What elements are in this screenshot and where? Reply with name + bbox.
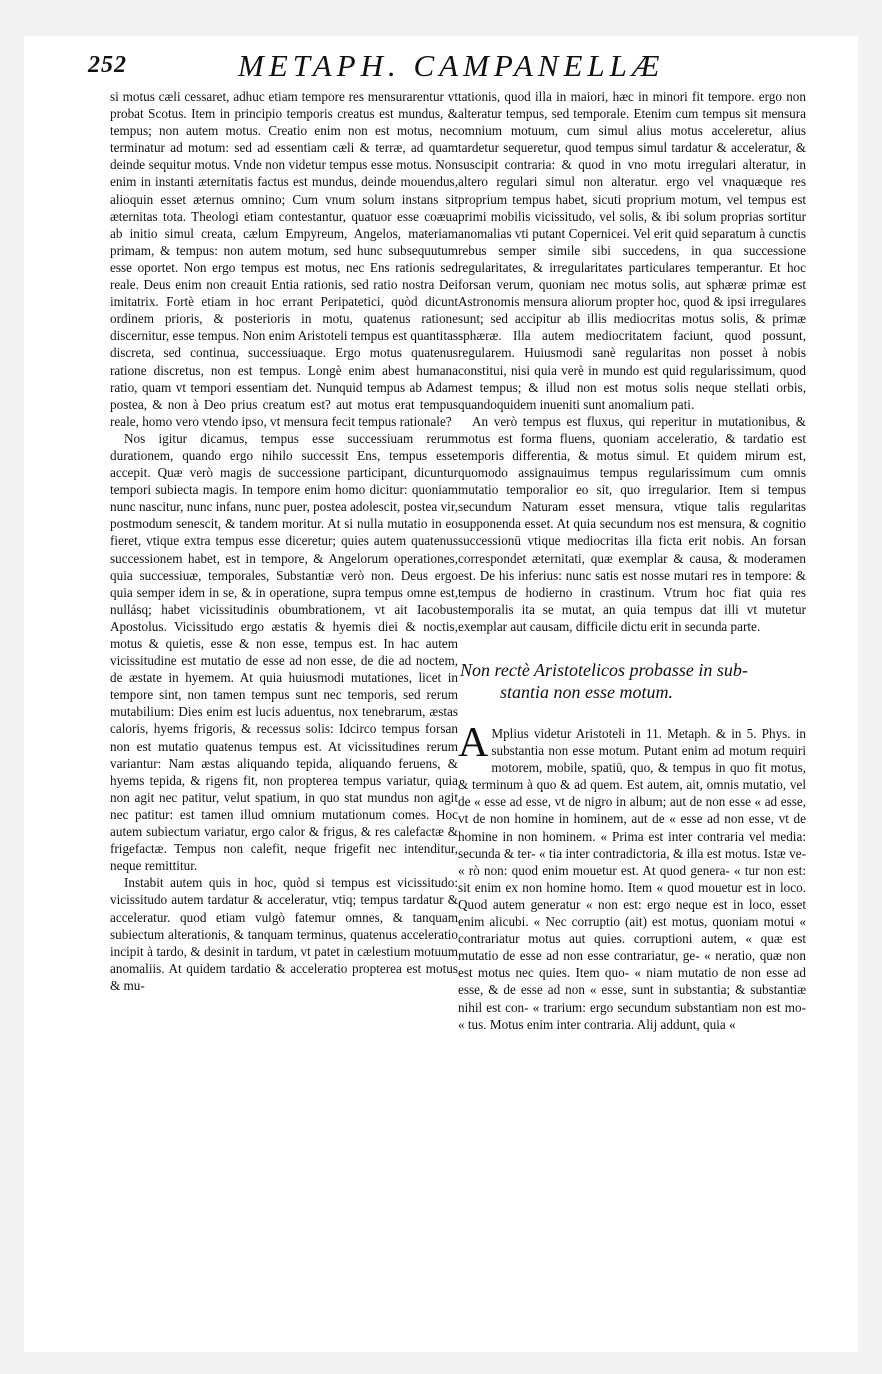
right-column	[458, 88, 806, 1033]
page-number: 252	[88, 52, 127, 78]
paragraph: tationis, quod illa in maiori, hæc in minori fit tempore. ergo non alteratur tempus, sed temporale. Etenim cum tempus sit mensura omnium motuum, cum simul alius motus acceleretur, alius tardetur sequeretur, quod tempus simul tardatur & acceleratur, & suscipit contraria: & quod in vno motu irregulari alteratur, in altero regulari simul non alteratur. ergo vel vnaquæque res proprium tempus habet, sicuti proprium motum, vel tempus est primi mobilis vicissitudo, vel solis, & ibi solum proprias sortitur anomalias vti putant Copernicei. Vel erit quid separatum à cunctis rebus semper simile sibi succedens, in qua successione regularitates, & irregularitates particulares temperantur. Et hoc forsan verum, quoniam nec motus solis, aut sphæræ primæ est Astronomis mensura aliorum propter hoc, quod & ipsi irregulares sunt; sed accipitur ab illis mediocritas motus solis, & primæ sphæræ. Illa autem mediocritatem faciunt, quod possunt, regularem. Huiusmodi sanè regularitas non posset à nobis constitui, nisi quia verè in mundo est quid regularissimum, quod est tempus; & illud non est motus solis neque stellati orbis, quandoquidem inueniti sunt anomalium pati.	[458, 89, 806, 412]
running-title: METAPH. CAMPANELLÆ	[238, 48, 665, 83]
left-column	[110, 88, 458, 994]
section-heading	[458, 659, 806, 703]
section-heading-line2: stantia non esse motum.	[500, 682, 673, 702]
paragraph: An verò tempus est fluxus, qui reperitur in mutationibus, & motus est forma fluens, quoniam acceleratio, & tardatio est temporis differentia, & motus simul. Et quidem mirum est, quomodo assignauimus tempus regularissimum cum omnis mutatio temporalior eo sit, quo irregularior. Item si tempus secundum Naturam esset mensura, vtique talis regularitas supponenda esset. At quia secundum nos est mensura, & cognitio successionū vtique mediocritas illa ficta erit nobis. An forsan correspondet æternitati, quæ exemplar & causa, & moderamen est. De his inferius: nunc satis est nosse mutari res in tempore: & tempus de hodierno in crastinum. Vtrum hoc fiat quia res temporalis ita se mutat, an quia tempus dat illi vt mutetur exemplar aut causam, difficile dictu erit in secunda parte.	[458, 413, 806, 634]
paragraph: si motus cæli cessaret, adhuc etiam tempore res mensurarentur vt probat Scotus. Item in principio temporis creatus est mundus, & tempus; non autem motus. Creatio enim non est motus, nec terminatur ad motum: sed ad essentiam cæli & terræ, ad quam deinde sequitur motus. Vnde non videtur tempus esse motus. Non enim in instanti æternitatis factus est mundus, deinde mouendus, alioquin esset æternus omnino; Cum vnum solum instans sit æternitas tota. Theologi etiam contestantur, quatuor esse coæua ab initio simul creata, cælum Empyreum, Angelos, materiam primam, & tempus: non autem motum, sed hunc subsequutum esse oportet. Non ergo tempus est motus, nec Ens rationis sed reale. Deus enim non creauit Entia rationis, sed ratio nostra Dei imitatrix. Fortè etiam in hoc errant Peripatetici, quòd dicunt ordinem prioris, & posterioris in motu, quatenus ratione discernitur, esse tempus. Non enim Aristoteli tempus est quantitas discreta, sed continua, successiuaque. Ergo motus quatenus ratione discretus, non est tempus. Longè enim abest humana ratio, quam vt tempori essentiam det. Nunquid tempus ab Adam postea, & non à Deo prius creatum est? aut motus erat tempus reale, homo vero vtendo ipso, vt mensura fecit tempus rationale?	[110, 89, 458, 429]
paragraph: Instabit autem quis in hoc, quòd si tempus est vicissitudo: vicissitudo autem tardatur & acceleratur, vtiq; tempus tardatur & acceleratur. quod etiam vulgò fatemur omnes, & tanquam subiectum alterationis, & tanquam terminus, quatenus acceleratio incipit à tardo, & desinit in tardum, vt patet in cælestium motuum anomaliis. At quidem tardatio & acceleratio propterea est motus & mu-	[110, 875, 458, 993]
drop-cap: A	[458, 720, 489, 766]
page-header	[88, 48, 788, 88]
section-heading-line1: Non rectè Aristotelicos probasse in sub-	[460, 660, 748, 680]
section-paragraph-text: Mplius videtur Aristoteli in 11. Metaph. & in 5. Phys. in substantia non esse motum. Putant enim ad motum requiri motorem, mobile, spatiū, quo, & tempus in quo fit motus, & terminum à quo & ad quem. Est autem, ait, omnis mutatio, vel de « esse ad esse, vt de nigro in album; aut de non esse « ad esse, vt de non homine in hominem, aut de « esse ad non esse, vt de homine in non hominem. « Prima est inter contraria vel media: secunda & ter- « tia inter contradictoria, & illa est motus. Istæ ve- « rò non: quod enim mouetur est. At quod genera- « tur non est: sit enim ex non homine homo. Item « quod mouetur est in loco. Quod autem generatur « non est: ergo neque est in loco, esset enim alicubi. « Nec corruptio (ait) est motus, quoniam motui « contrariatur motus aut quies. corruptioni autem, « quæ est mutatio de esse ad non esse contrariatur, ge- « neratio, quæ non est motus nec quies. Item quo- « niam mutatio de non esse ad esse, & de esse ad non « esse, sunt in substantia; & substantiæ nihil est con- « trarium: ergo secundum substantiam non est mo- « tus. Motus enim inter contraria. Alij addunt, quia «	[458, 726, 806, 1032]
section-paragraph	[458, 720, 806, 1033]
paragraph: Nos igitur dicamus, tempus esse successiuam rerum durationem, quando ergo nihilo successit Ens, tempus esse accepit. Quæ verò magis de successione participant, dicuntur tempori subiecta magis. In tempore enim homo dicitur: quoniam nunc nascitur, nunc infans, nunc puer, postea adolescit, postea vir, postmodum senescit, & tandem moritur. At si nulla mutatio in eo fieret, vtique extra tempus esse diceretur; quies autem quatenus successionem habet, est in tempore, & Angelorum operationes, quia successiuæ, temporales, Substantiæ verò non. Deus ergo quia semper idem in se, & in operatione, supra tempus omne est, nullásq; habet vicissitudinis obumbrationem, vt ait Iacobus Apostolus. Vicissitudo ergo æstatis & hyemis diei & noctis, motus & quietis, esse & non esse, tempus est. In hac autem vicissitudine est mutatio de esse ad non esse, de die ad noctem, de æstate in hyemem. At quia huiusmodi mutationes, licet in tempore sint, non tamen tempus sunt nec temporis, sed rerum mutabilium: Dies enim est lucis aduentus, nox tenebrarum, æstas caloris, hyems frigoris, & recessus solis: Idcirco tempus forsan non est mutatio quatenus tempus est. At vicissitudines rerum variantur: Nam æstas aliquando tepida, aliquando feruens, & hyems tepida, & rigens fit, non propterea tempus variatur, quia non agit nec patitur, velut spatium, in quo stat mundus non agit nec patitur: est tamen illud omnium mutationum comes. Hoc autem subiectum variatur, ergo calor & frigus, & res calefactæ & frigefactæ. Tempus non calefit, neque frigefit nec intenditur, neque remittitur.	[110, 430, 458, 874]
